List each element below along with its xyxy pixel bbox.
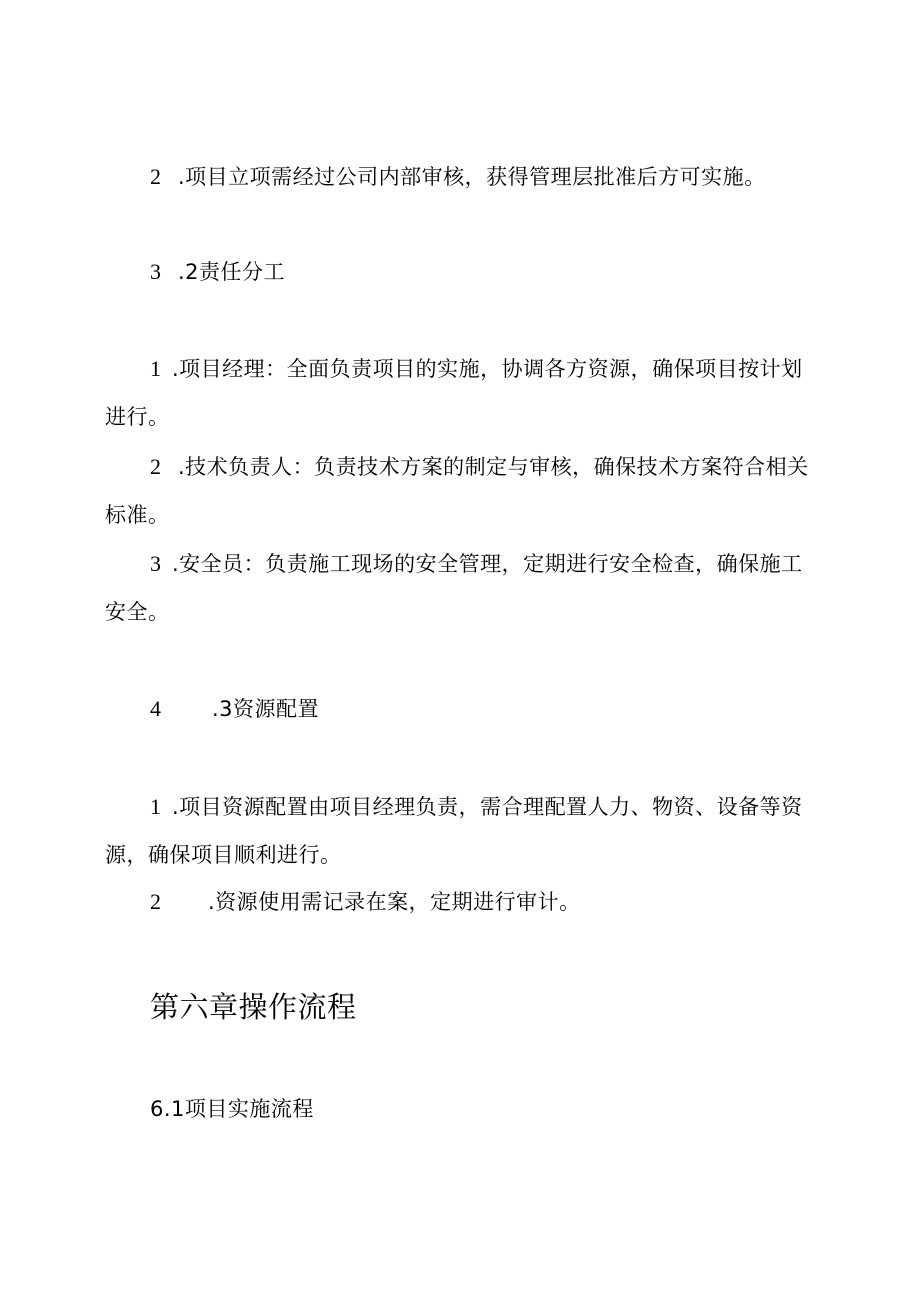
section-heading-3-2 — [150, 260, 285, 284]
responsibility-item-3-line2 — [105, 600, 170, 624]
resource-item-2 — [150, 890, 581, 914]
paragraph-text: .项目经理：全面负责项目的实施，协调各方资源，确保项目按计划 — [172, 357, 803, 381]
responsibility-item-1-line1 — [150, 357, 803, 381]
paragraph-text: .项目立项需经过公司内部审核，获得管理层批准后方可实施。 — [178, 165, 766, 189]
list-number: 2 — [150, 889, 162, 914]
responsibility-item-1-line2 — [105, 405, 170, 429]
list-number: 2 — [150, 164, 162, 189]
section-heading-4-3 — [150, 697, 319, 721]
section-heading-6-1: 6.1项目实施流程 — [150, 1097, 314, 1121]
list-number: 1 — [150, 794, 162, 819]
paragraph-text: 进行。 — [105, 405, 170, 429]
list-number: 1 — [150, 356, 162, 381]
section-number: 4 — [150, 696, 162, 721]
paragraph-text: .项目资源配置由项目经理负责，需合理配置人力、物资、设备等资 — [172, 795, 803, 819]
resource-item-1-line1 — [150, 795, 803, 819]
paragraph-text: 源，确保项目顺利进行。 — [105, 843, 342, 867]
responsibility-item-2-line1 — [150, 455, 809, 479]
section-title: .2责任分工 — [178, 260, 286, 284]
responsibility-item-2-line2 — [105, 503, 170, 527]
list-number: 3 — [150, 551, 162, 576]
list-number: 2 — [150, 454, 162, 479]
chapter-title: 第六章操作流程 — [150, 990, 357, 1024]
paragraph-text: .技术负责人：负责技术方案的制定与审核，确保技术方案符合相关 — [178, 455, 809, 479]
section-title: .3资源配置 — [212, 697, 320, 721]
paragraph-text: .资源使用需记录在案，定期进行审计。 — [208, 890, 581, 914]
section-number: 3 — [150, 259, 162, 284]
resource-item-1-line2 — [105, 843, 342, 867]
paragraph-text: 安全。 — [105, 600, 170, 624]
responsibility-item-3-line1 — [150, 552, 803, 576]
paragraph-text: .安全员：负责施工现场的安全管理，定期进行安全检查，确保施工 — [172, 552, 803, 576]
paragraph-text: 标准。 — [105, 503, 170, 527]
paragraph-approval — [150, 165, 766, 189]
